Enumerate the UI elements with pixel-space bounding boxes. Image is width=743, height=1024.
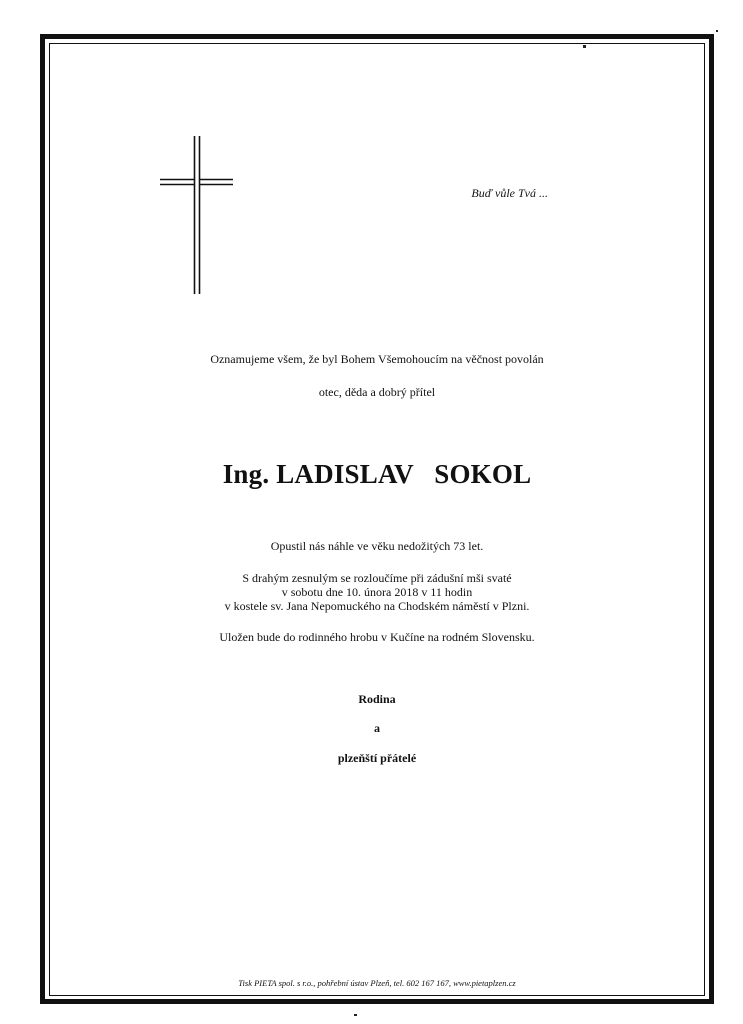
inner-border-frame <box>49 43 705 996</box>
farewell-line-2: v sobotu dne 10. února 2018 v 11 hodin <box>281 585 473 599</box>
farewell-line-1: S drahým zesnulým se rozloučíme při zádušní mši svaté <box>242 571 512 585</box>
farewell-line-3: v kostele sv. Jana Nepomuckého na Chodském náměstí v Plzni. <box>224 599 530 613</box>
signature-and: a <box>374 721 380 735</box>
motto-text: Buď vůle Tvá ... <box>471 186 548 200</box>
age-line: Opustil nás náhle ve věku nedožitých 73 let. <box>270 539 484 553</box>
print-speck <box>583 45 586 48</box>
signature-family: Rodina <box>358 692 396 706</box>
announcement-line-1: Oznamujeme všem, že byl Bohem Všemohoucím na věčnost povolán <box>210 352 544 366</box>
cross-icon <box>160 136 234 296</box>
announcement-line-2: otec, děda a dobrý přítel <box>318 385 436 399</box>
print-speck <box>354 1014 357 1016</box>
printer-footer: Tisk PIETA spol. s r.o., pohřební ústav Plzeň, tel. 602 167 167, www.pietaplzen.cz <box>238 978 516 988</box>
print-speck <box>716 30 718 32</box>
burial-line: Uložen bude do rodinného hrobu v Kučíne na rodném Slovensku. <box>219 630 535 644</box>
signature-friends: plzeňští přátelé <box>337 751 417 765</box>
deceased-name: Ing. LADISLAV SOKOL <box>222 459 532 489</box>
